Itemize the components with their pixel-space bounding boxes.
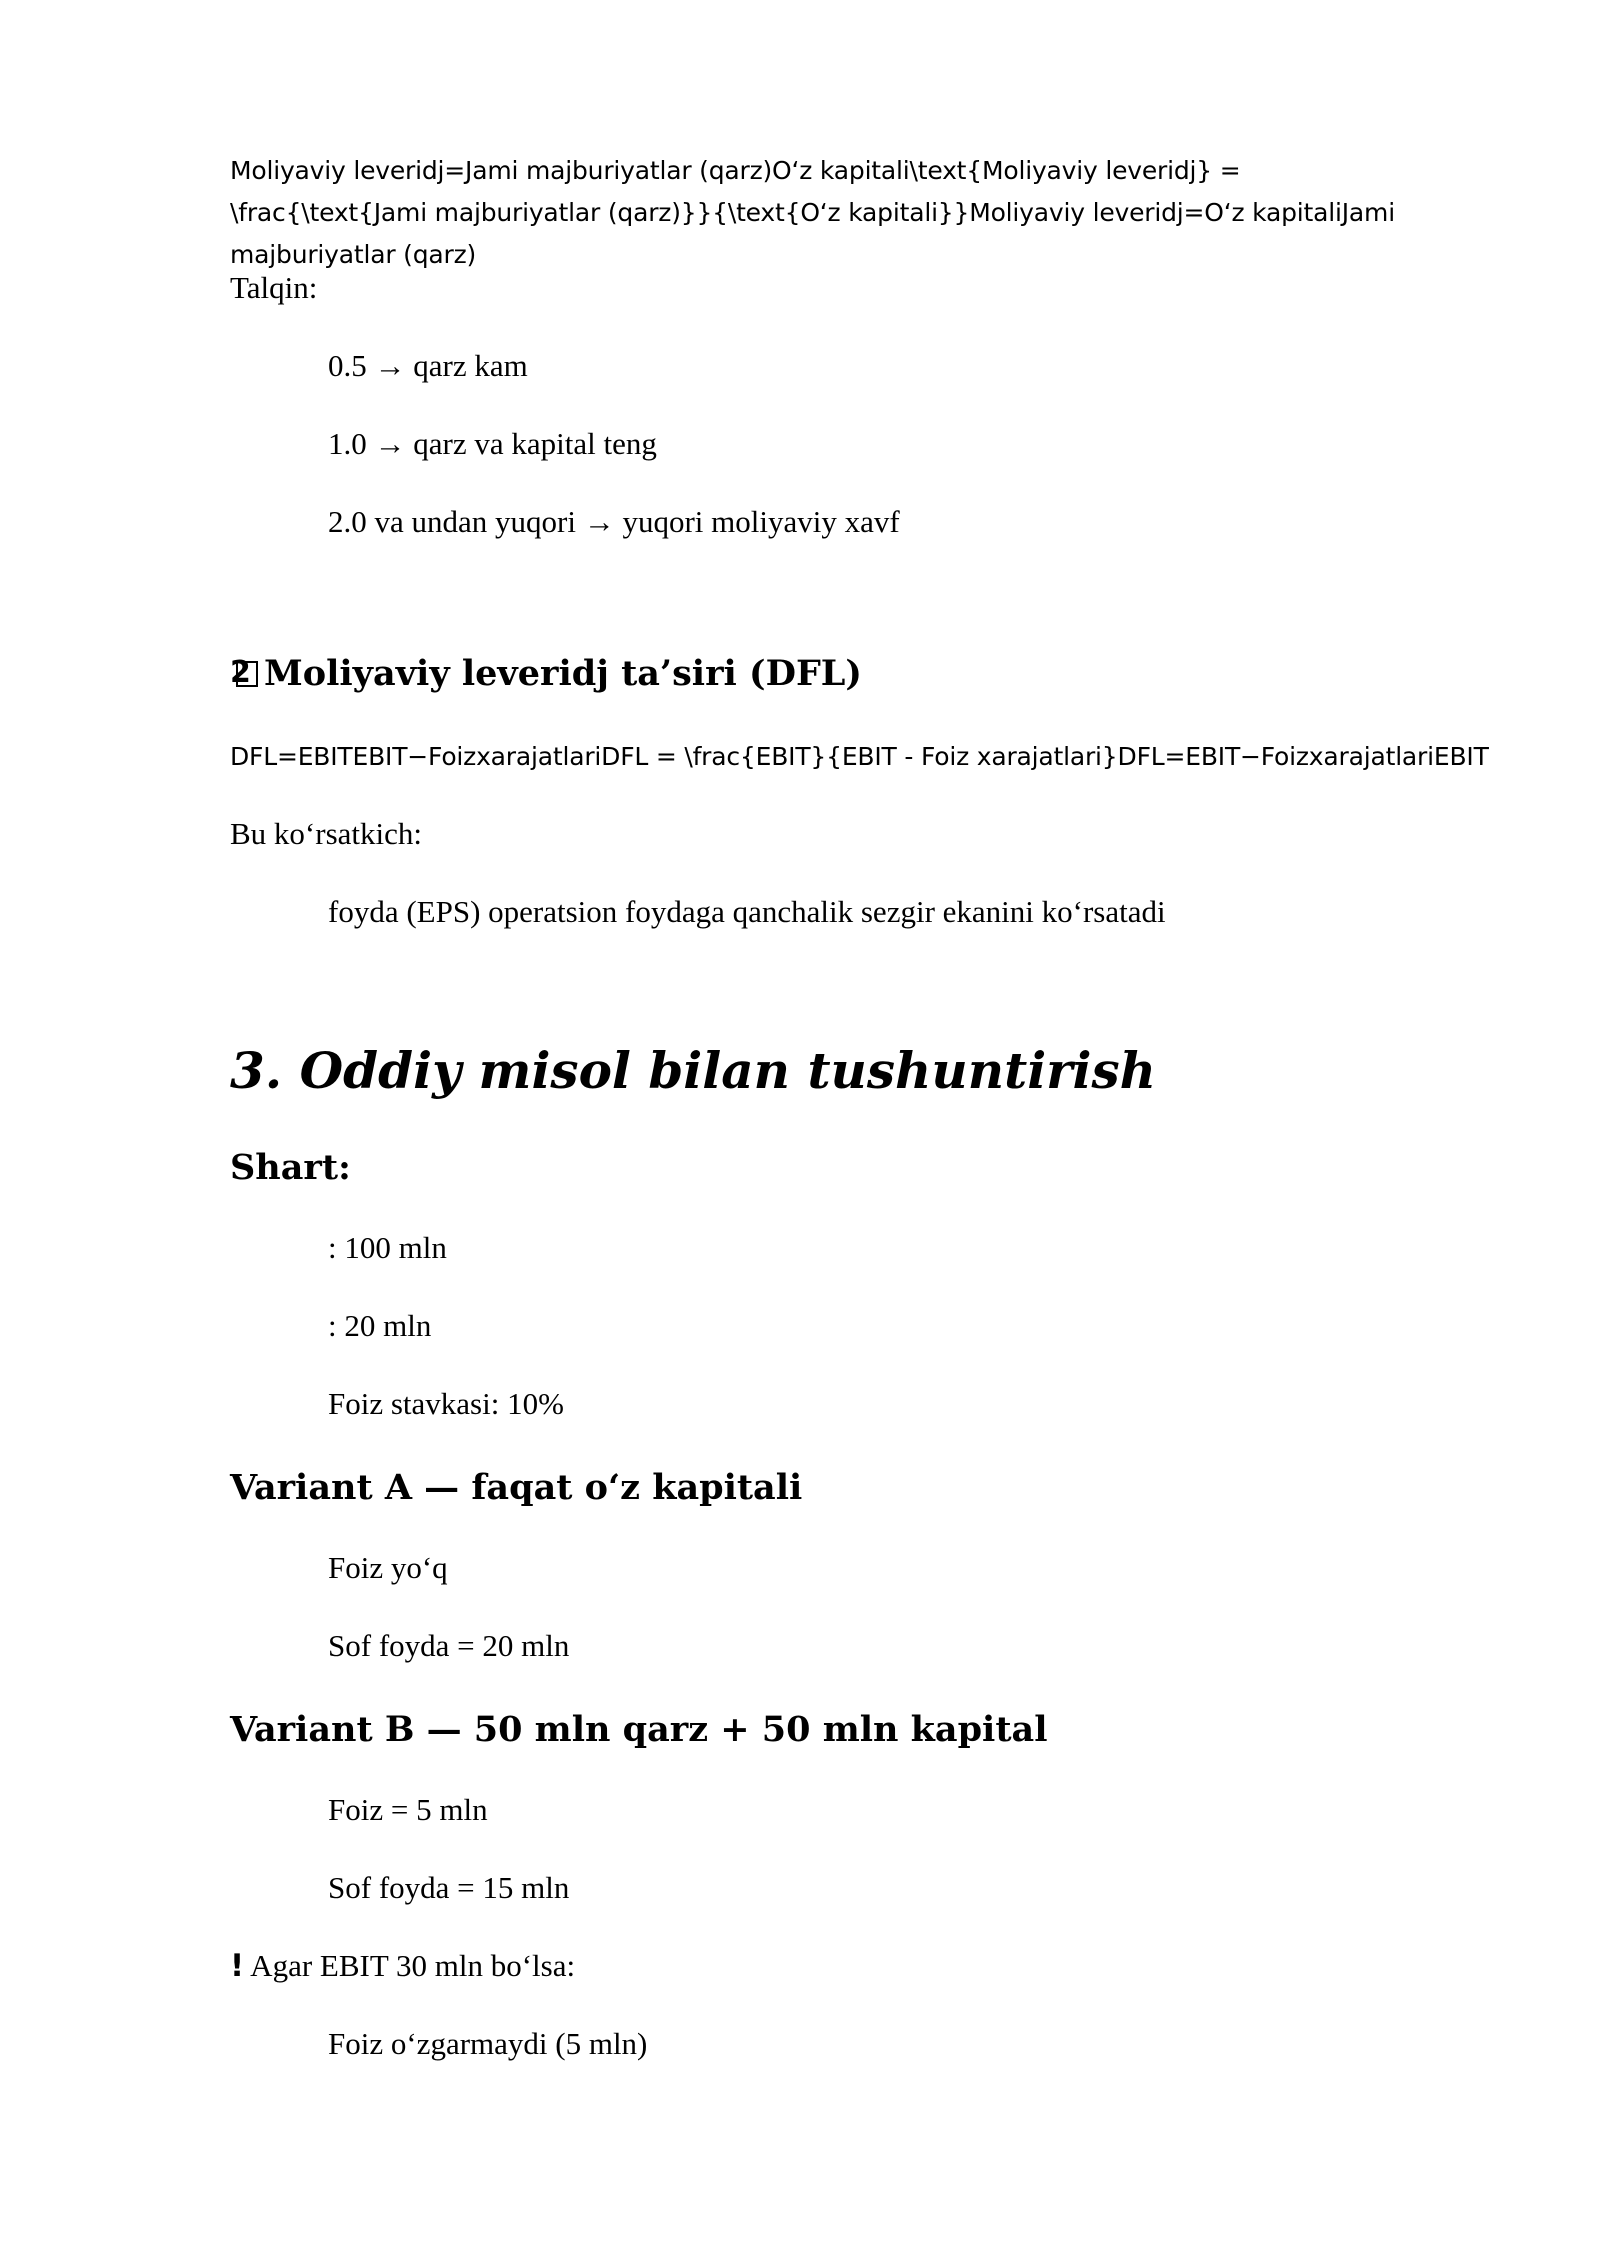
- dfl-item: foyda (EPS) operatsion foydaga qanchalik sezgir ekanini ko‘rsatadi: [328, 894, 1166, 929]
- condition-item: : 100 mln: [328, 1230, 447, 1265]
- leverage-formula: Moliyaviy leveridj=Jami majburiyatlar (qarz)O‘z kapitali\text{Moliyaviy leveridj} = \frac{\text{Jami majburiyatlar (qarz)}}{\text{O‘z kapitali}}Moliyaviy leveridj=O‘z kapitaliJami majburiyatlar (qarz): [230, 156, 1395, 269]
- condition-item: Foiz stavkasi: 10%: [328, 1386, 564, 1421]
- exclamation-icon: !: [230, 1948, 245, 1984]
- interpretation-item: 1.0 → qarz va kapital teng: [328, 426, 657, 461]
- dfl-label: Bu ko‘rsatkich:: [230, 816, 422, 851]
- condition-heading: Shart:: [230, 1147, 351, 1188]
- ebit-note-item: Foiz o‘zgarmaydi (5 mln): [328, 2026, 648, 2061]
- dfl-heading-text: Moliyaviy leveridj ta’siri (DFL): [264, 653, 862, 694]
- number-two-icon: 2: [230, 659, 260, 689]
- variant-a-item: Sof foyda = 20 mln: [328, 1628, 570, 1663]
- variant-a-item: Foiz yo‘q: [328, 1550, 448, 1585]
- interpretation-item: 2.0 va undan yuqori → yuqori moliyaviy xavf: [328, 504, 900, 539]
- dfl-heading: [230, 652, 862, 696]
- ebit-note-text: Agar EBIT 30 mln bo‘lsa:: [244, 1948, 576, 1983]
- section-heading: 3. Oddiy misol bilan tushuntirish: [230, 1041, 1157, 1100]
- interpretation-label: Talqin:: [230, 270, 318, 305]
- condition-item: : 20 mln: [328, 1308, 432, 1343]
- interpretation-item: 0.5 → qarz kam: [328, 348, 528, 383]
- variant-b-heading: Variant B — 50 mln qarz + 50 mln kapital: [230, 1709, 1048, 1750]
- ebit-note: [230, 1946, 575, 1986]
- variant-b-item: Sof foyda = 15 mln: [328, 1870, 570, 1905]
- variant-b-item: Foiz = 5 mln: [328, 1792, 488, 1827]
- variant-a-heading: Variant A — faqat o‘z kapitali: [230, 1467, 803, 1508]
- dfl-formula: DFL=EBITEBIT−FoizxarajatlariDFL = \frac{EBIT}{EBIT - Foiz xarajatlari}DFL=EBIT−FoizxarajatlariEBIT: [230, 742, 1489, 771]
